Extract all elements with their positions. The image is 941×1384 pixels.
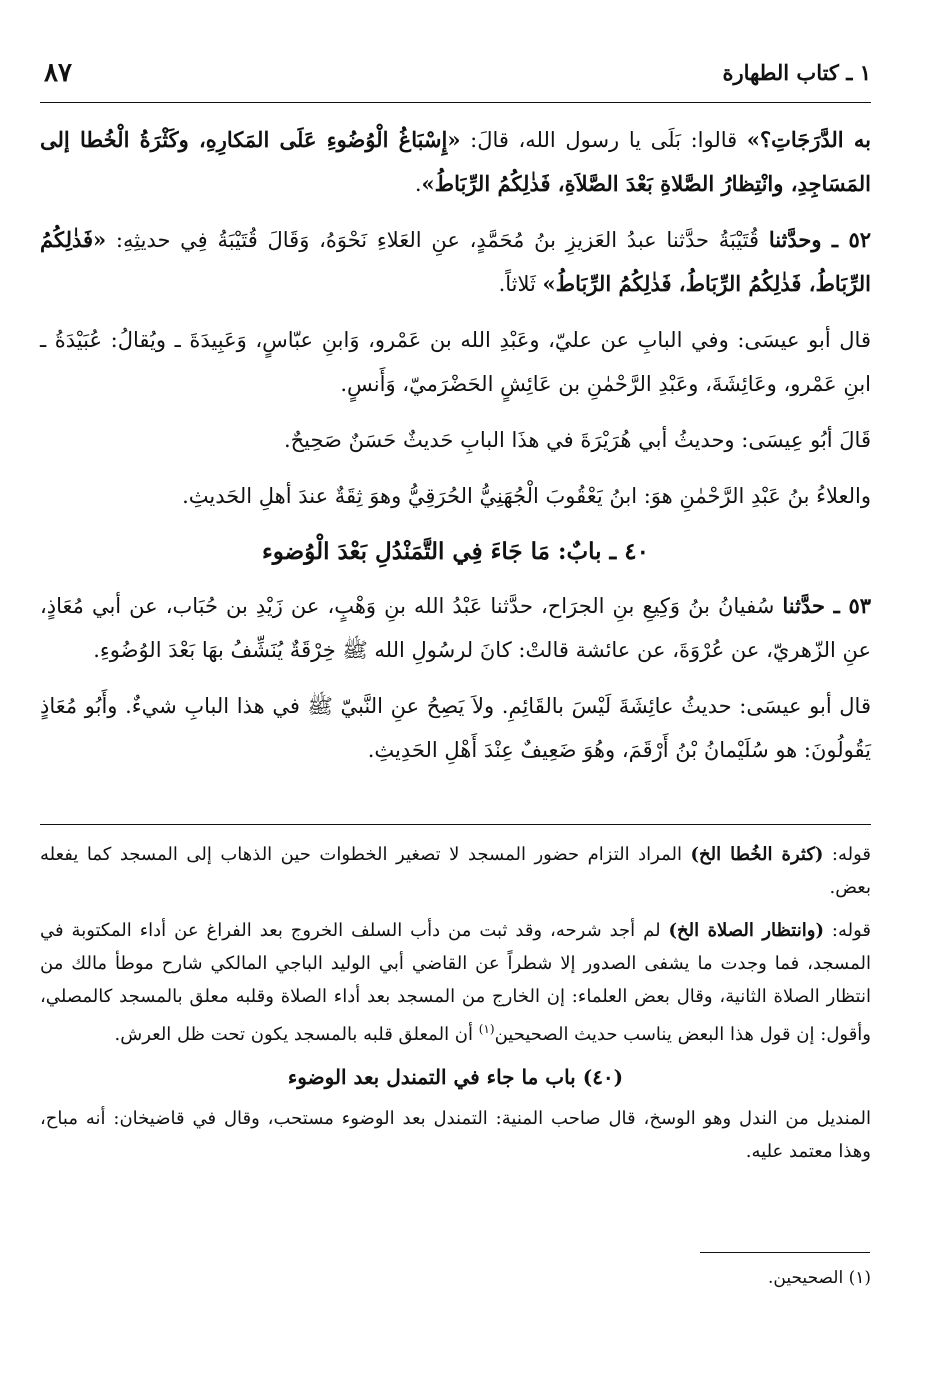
footnote: (١) الصحيحين. (767, 1268, 871, 1288)
note-text: أن المعلق قلبه بالمسجد يكون تحت ظل العرش. (114, 1024, 479, 1045)
paragraph-1 (40, 118, 871, 206)
narration-text: ثَلاثاً. (498, 272, 543, 296)
note-text: قوله: (823, 844, 872, 865)
hadith-text-bold: «فَذٰلِكُمُ الرِّبَاطُ، فَذٰلِكُمُ الرِّبَاطُ، فَذٰلِكُمُ الرِّبَاطُ» (40, 227, 871, 296)
main-text (40, 118, 871, 784)
page-number: ٨٧ (44, 58, 72, 88)
chapter-title: ١ ـ كتاب الطهارة (722, 60, 871, 85)
hadith-number: ٥٢ ـ وحدَّثنا (768, 227, 872, 252)
paragraph-4: قَالَ أبُو عِيسَى: وحديثُ أبي هُرَيْرَةَ في هذَا البابِ حَديثٌ حَسَنٌ صَحِيحٌ. (283, 428, 871, 452)
note-text: قوله: (823, 920, 872, 941)
narration-text: قالوا: بَلَى يا رسول الله، قالَ: (460, 128, 747, 152)
punctuation: . (414, 172, 422, 196)
chapter-heading: ٤٠ ـ بابٌ: مَا جَاءَ فِي التَّمَنْدُلِ بَعْدَ الْوُضوء (261, 538, 650, 565)
narration-text: قُتَيْبَةُ حدَّثنا عبدُ العَزيزِ بنُ مُحَمَّدٍ، عنِ العَلاءِ نَحْوَهُ، وَقَالَ قُتَيْبَةُ فِي حديثِهِ: (106, 228, 769, 252)
notes-separator (40, 824, 871, 825)
paragraph-5: والعلاءُ بنُ عَبْدِ الرَّحْمٰنِ هوَ: ابنُ يَعْقُوبَ الْجُهَنِيُّ الحُرَقِيُّ وهوَ ثِقَةٌ عندَ أهلِ الحَديثِ. (182, 484, 871, 508)
paragraph-6 (40, 584, 871, 672)
paragraph-3: قال أبو عيسَى: وفي البابِ عن عليّ، وعَبْدِ الله بن عَمْرو، وَابنِ عبّاسٍ، وَعَبِيدَةَ ـ ويُقالُ: عُبَيْدَةُ ـ ابنِ عَمْرو، وعَائِشَةَ، وعَبْدِ الرَّحْمٰنِ بن عَائِشٍ الحَضْرَميّ، وَأَنسٍ. (40, 328, 871, 396)
note-keyword: (وانتظار الصلاة الخ) (668, 920, 824, 941)
paragraph-7: قال أبو عيسَى: حديثُ عائِشَةَ لَيْسَ بالقَائِمِ. ولاَ يَصِحُ عنِ النَّبيّ ﷺ في هذا البابِ شيءٌ. وأَبُو مُعَاذٍ يَقُولُونَ: هو سُلَيْمانُ بْنُ أَرْقَمَ، وهُوَ ضَعِيفٌ عِنْدَ أَهْلِ الحَدِيثِ. (40, 694, 871, 762)
note-3: المنديل من الندل وهو الوسخ، قال صاحب المنية: التمندل بعد الوضوء مستحب، وقال في قاضيخان: أنه مباح، وهذا معتمد عليه. (40, 1108, 871, 1162)
hadith-number: ٥٣ ـ حدَّثنا (782, 593, 871, 618)
note-1 (40, 838, 871, 904)
narration-text: سُفيانُ بنُ وَكِيعِ بنِ الجرَاح، حدَّثنا عَبْدُ الله بنِ وَهْبٍ، عن زَيْدِ بن حُبَاب، عن أبي مُعَاذٍ، عنِ الزّهريّ، عن عُرْوَةَ، عن عائشة قالتْ: كانَ لرسُولِ الله ﷺ خِرْقَةٌ يُنَشِّفُ بهَا بَعْدَ الوُضُوءِ. (40, 594, 871, 662)
page-header (40, 52, 871, 103)
note-text: لم أجد شرحه، وقد ثبت من دأب السلف الخروج بعد الفراغ عن أداء المكتوبة في المسجد، فما وجدت ما يشفى الصدور إلا شطراً عن القاضي أبي الوليد الباجي المالكي شارح موطأ مالك من انتظار الصلاة الثانية، وقال بعض العلماء: إن الخارج من المسجد بعد أداء الصلاة وقلبه معلق بالمسجد كالمصلي، وأقول: إن قول هذا البعض يناسب حديث الصحيحين (40, 920, 871, 1045)
paragraph-2 (40, 218, 871, 306)
commentary-notes (40, 838, 871, 1178)
footnote-marker: (١) (478, 1022, 495, 1036)
note-keyword: (كثرة الخُطا الخ) (690, 844, 824, 865)
hadith-text-bold: به الدَّرَجَاتِ؟» (746, 127, 872, 152)
footnote-rule (700, 1252, 870, 1253)
hadith-text-bold: «إِسْبَاغُ الْوُضُوءِ عَلَى المَكارِهِ، وكَثْرَةُ الْخُطا إلى المَسَاجِدِ، وانْتِظارُ الصَّلاةِ بَعْدَ الصَّلاَةِ، فَذٰلِكُمُ الرِّبَاطُ» (40, 127, 871, 196)
note-text: المراد التزام حضور المسجد لا تصغير الخطوات حين الذهاب إلى المسجد كما يفعله بعض. (40, 844, 871, 898)
notes-heading: (٤٠) باب ما جاء في التمندل بعد الوضوء (287, 1065, 624, 1089)
note-2 (40, 914, 871, 1051)
